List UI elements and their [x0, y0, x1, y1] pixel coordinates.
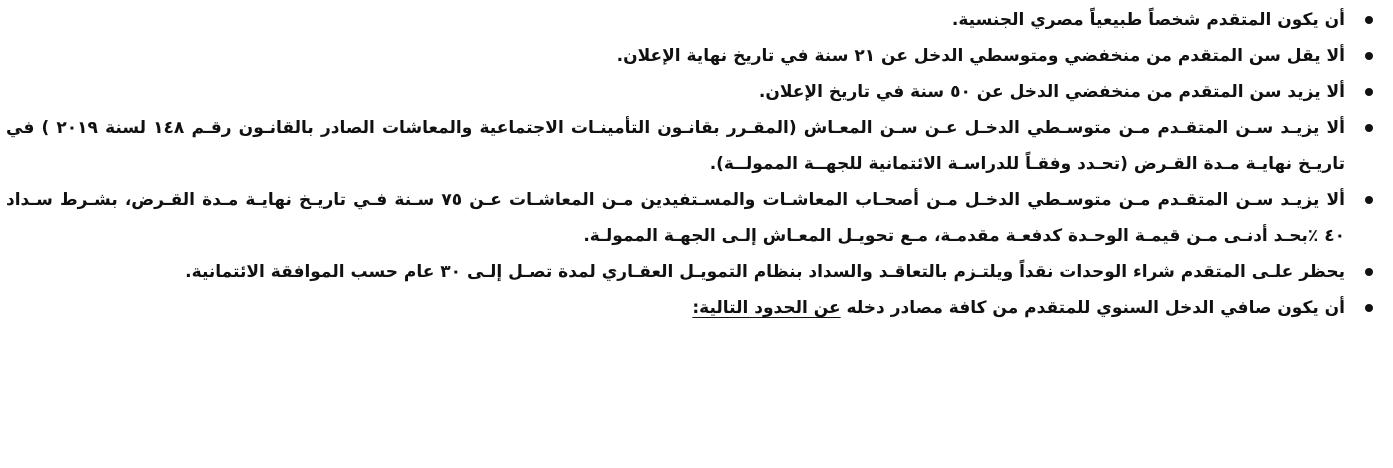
- list-item: [0, 254, 1393, 290]
- criterion-text: أن يكون صافي الدخل السنوي للمتقدم من كافة مصادر دخله: [840, 298, 1345, 318]
- bullet-icon: [1365, 304, 1373, 312]
- list-item: [0, 2, 1393, 38]
- bullet-icon: [1365, 88, 1373, 96]
- bullet-icon: [1365, 52, 1373, 60]
- bullet-icon: [1365, 124, 1373, 132]
- underlined-phrase: عن الحدود التالية:: [692, 298, 841, 318]
- criterion-text: ألا يزيـد سـن المتقـدم مـن متوسـطي الدخـل عـن سـن المعـاش (المقـرر بقانـون التأمينـات الاجتماعية والمعاشات الصادر بالقانـون رقـم ١٤٨ لسنة ٢٠١٩ ) في تاريـخ نهايـة مـدة القـرض (تحـدد وفقـاً للدراسـة الائتمانية للجهــة الممولــة).: [6, 118, 1345, 174]
- list-item: [0, 182, 1393, 254]
- criterion-text: أن يكون المتقدم شخصاً طبيعياً مصري الجنسية.: [951, 10, 1345, 30]
- list-item: [0, 110, 1393, 182]
- bullet-icon: [1365, 268, 1373, 276]
- list-item: [0, 38, 1393, 74]
- criterion-text: ألا يزيـد سـن المتقـدم مـن متوسـطي الدخـل مـن أصحـاب المعاشـات والمسـتفيدين مـن المعاشـات عـن ٧٥ سـنة فـي تاريـخ نهايـة مـدة القـرض، بشـرط سـداد ٤٠ ٪بحـد أدنـى مـن قيمـة الوحـدة كدفعـة مقدمـة، مـع تحويـل المعـاش إلـى الجهـة الممولـة.: [6, 190, 1345, 246]
- eligibility-criteria-list: [0, 2, 1393, 326]
- list-item: [0, 290, 1393, 326]
- list-item: [0, 74, 1393, 110]
- criterion-text: يحظر علـى المتقدم شراء الوحدات نقداً ويلتـزم بالتعاقـد والسداد بنظام التمويـل العقـاري لمدة تصـل إلـى ٣٠ عام حسب الموافقة الائتمانية.: [185, 262, 1345, 282]
- criterion-text: ألا يقل سن المتقدم من منخفضي ومتوسطي الدخل عن ٢١ سنة في تاريخ نهاية الإعلان.: [616, 46, 1345, 66]
- criterion-text: ألا يزيد سن المتقدم من منخفضي الدخل عن ٥٠ سنة في تاريخ الإعلان.: [758, 82, 1345, 102]
- bullet-icon: [1365, 196, 1373, 204]
- bullet-icon: [1365, 16, 1373, 24]
